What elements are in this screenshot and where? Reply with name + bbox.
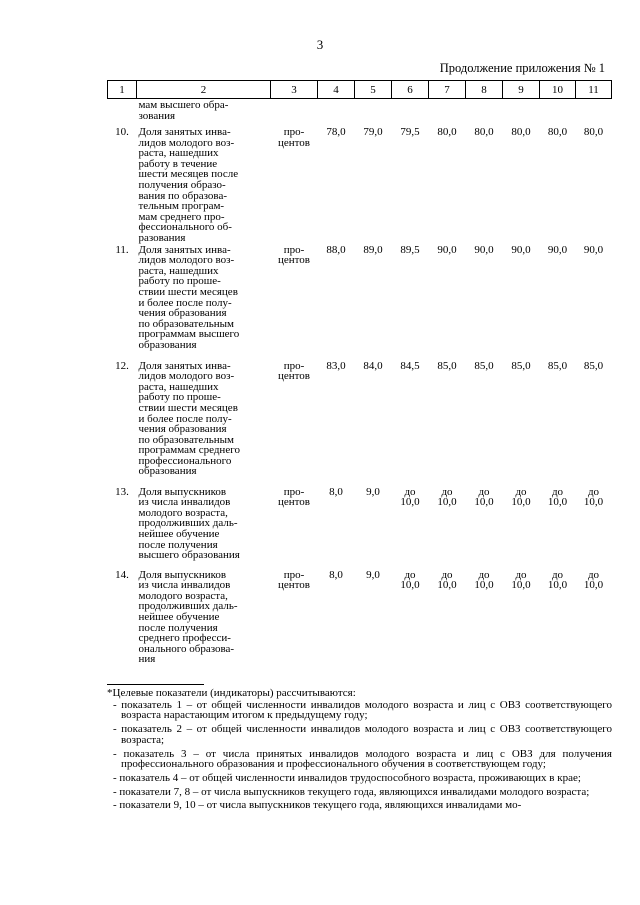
value-cell: 90,0 [474, 243, 494, 256]
footnotes-list [107, 700, 612, 811]
value-cell: 78,0 [326, 126, 346, 138]
value-cell: до 10,0 [583, 568, 604, 592]
value-cell: до 10,0 [583, 485, 604, 509]
column-number-header: 5 [355, 81, 392, 99]
table-row [108, 486, 612, 569]
value-cell: 89,5 [400, 243, 420, 256]
unit-cell: про- центов [277, 126, 310, 149]
value-cell: 84,5 [400, 359, 420, 372]
value-cell: до 10,0 [474, 485, 494, 509]
column-number-header: 9 [503, 81, 540, 99]
footnote-item: - показатели 9, 10 – от числа выпускников текущего года, являющихся инвалидами мо- [113, 799, 522, 812]
value-cell: до 10,0 [511, 485, 531, 509]
value-cell: 9,0 [366, 568, 380, 581]
row-number: 10. [115, 126, 129, 138]
value-cell: 83,0 [326, 359, 346, 372]
value-cell: 79,0 [363, 126, 383, 138]
value-cell: 85,0 [474, 359, 494, 372]
value-cell: 85,0 [583, 359, 604, 372]
column-number-header: 2 [137, 81, 271, 99]
value-cell: 89,0 [363, 243, 383, 256]
footnotes-title: *Целевые показатели (индикаторы) рассчитываются: [107, 687, 356, 699]
value-cell: 80,0 [511, 126, 531, 138]
value-cell: 79,5 [400, 126, 420, 138]
value-cell: 85,0 [547, 359, 568, 372]
table-row [108, 360, 612, 486]
row-number: 12. [115, 359, 129, 372]
value-cell: 85,0 [511, 359, 531, 372]
unit-cell: про- центов [277, 568, 310, 592]
column-number-header: 10 [540, 81, 576, 99]
value-cell: 88,0 [326, 243, 346, 256]
table-row [108, 126, 612, 244]
value-cell: 8,0 [329, 568, 343, 581]
column-number-header: 1 [108, 81, 137, 99]
column-number-header: 7 [429, 81, 466, 99]
value-cell: до 10,0 [474, 568, 494, 592]
indicator-name: Доля выпускников из числа инвалидов молодого возраста, продолживших даль- нейшее обучение после получения высшего образования [138, 485, 240, 562]
footnote-item: - показатель 3 – от числа принятых инвалидов молодого возраста и лиц с ОВЗ для получения профессионального образования и профессионального обучения в соответствующем году; [113, 747, 612, 771]
table-header-row [108, 81, 612, 99]
value-cell: до 10,0 [400, 485, 420, 509]
appendix-continuation-label: Продолжение приложения № 1 [439, 61, 605, 75]
value-cell: до 10,0 [437, 568, 457, 592]
value-cell: 8,0 [329, 485, 343, 498]
footnotes [107, 688, 612, 814]
indicator-name: Доля занятых инва- лидов молодого воз- раста, нашедших работу в течение шести месяцев после получения образо- вания по образова- тельным програм- мам среднего про- фессионального об- разования [138, 126, 239, 244]
value-cell: до 10,0 [547, 568, 568, 592]
footnote-item: - показатели 7, 8 – от числа выпускников текущего года, являющихся инвалидами молодого возраста; [113, 785, 590, 798]
column-number-header: 6 [392, 81, 429, 99]
footnote-separator [107, 684, 204, 685]
column-number-header: 4 [318, 81, 355, 99]
value-cell: 80,0 [583, 126, 604, 138]
value-cell: 84,0 [363, 359, 383, 372]
row-number: 13. [115, 485, 129, 498]
row-number: 11. [115, 243, 129, 256]
unit-cell: про- центов [277, 243, 310, 267]
table-row [108, 569, 612, 665]
table-row-continuation [108, 99, 612, 127]
value-cell: до 10,0 [511, 568, 531, 592]
value-cell: до 10,0 [400, 568, 420, 592]
row-number: 14. [115, 568, 129, 581]
footnote-item: - показатель 2 – от общей численности инвалидов молодого возраста и лиц с ОВЗ соответствующего возраста; [113, 723, 612, 746]
value-cell: до 10,0 [437, 485, 457, 509]
indicators-table [107, 80, 612, 665]
value-cell: 9,0 [366, 485, 380, 498]
footnote-item: - показатель 1 – от общей численности инвалидов молодого возраста и лиц с ОВЗ соответствующего возраста нарастающим итогом к предыдущему году; [113, 698, 612, 722]
value-cell: 80,0 [547, 126, 568, 138]
indicator-name: Доля выпускников из числа инвалидов молодого возраста, продолживших даль- нейшее обучение после получения среднего професси- онального образова- ния [138, 568, 238, 666]
value-cell: 80,0 [437, 126, 457, 138]
indicator-name: Доля занятых инва- лидов молодого воз- раста, нашедших работу по проше- ствии шести месяцев и более после полу- чения образования по образовательным программам среднего профессионального образования [138, 359, 240, 478]
continued-indicator-text: мам высшего обра- зования [138, 99, 229, 122]
value-cell: до 10,0 [547, 485, 568, 509]
value-cell: 80,0 [474, 126, 494, 138]
value-cell: 90,0 [511, 243, 531, 256]
page-number: 3 [316, 37, 324, 52]
footnote-item: - показатель 4 – от общей численности инвалидов трудоспособного возраста, проживающих в крае; [113, 771, 581, 784]
unit-cell: про- центов [277, 485, 310, 509]
value-cell: 90,0 [437, 243, 457, 256]
column-number-header: 8 [466, 81, 503, 99]
value-cell: 90,0 [583, 243, 604, 256]
unit-cell: про- центов [277, 359, 310, 383]
table-row [108, 244, 612, 360]
indicator-name: Доля занятых инва- лидов молодого воз- раста, нашедших работу по проше- ствии шести месяцев и более после полу- чения образования по образовательным программам высшего образования [138, 243, 240, 351]
value-cell: 85,0 [437, 359, 457, 372]
column-number-header: 3 [271, 81, 318, 99]
value-cell: 90,0 [547, 243, 568, 256]
column-number-header: 11 [576, 81, 612, 99]
